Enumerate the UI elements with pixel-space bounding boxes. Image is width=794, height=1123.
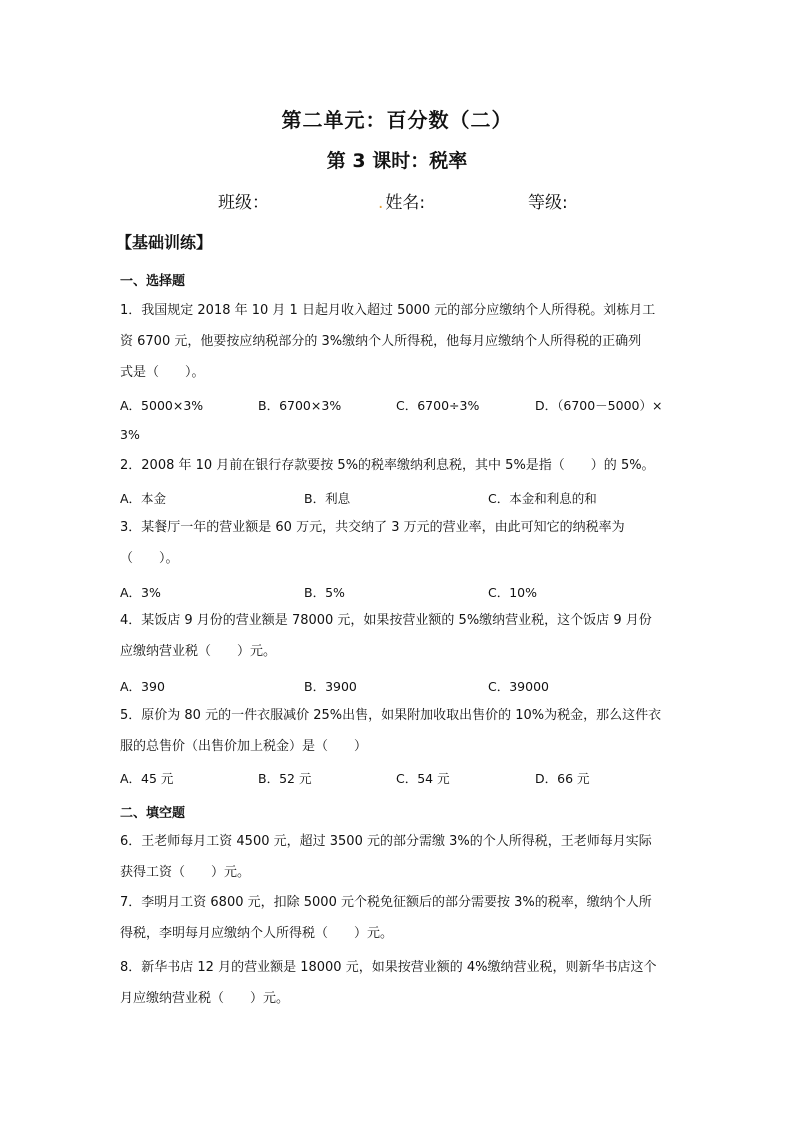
question-4	[120, 605, 680, 667]
name-label: 姓名:	[385, 193, 426, 213]
question-line: 资 6700 元，他要按应纳税部分的 3%缴纳个人所得税，他每月应缴纳个人所得税的正确列	[120, 334, 642, 349]
question-line: 应缴纳营业税（ ）元。	[120, 644, 277, 659]
question-5-options	[120, 769, 690, 789]
question-line: 7．李明月工资 6800 元，扣除 5000 元个税免征额后的部分需要按 3%的税率，缴纳个人所	[120, 895, 652, 910]
option-c: C．54 元	[396, 771, 450, 786]
question-line: 式是（ ）。	[120, 365, 205, 380]
option-a: A．390	[120, 679, 165, 694]
question-line: 8．新华书店 12 月的营业额是 18000 元，如果按营业额的 4%缴纳营业税，则新华书店这个	[120, 960, 657, 975]
option-d: D．66 元	[535, 771, 590, 786]
option-a: A．5000×3%	[120, 398, 204, 413]
option-a: A．45 元	[120, 771, 174, 786]
question-1-options	[120, 396, 690, 416]
option-b: B．6700×3%	[258, 398, 342, 413]
name-field	[378, 188, 425, 213]
class-label: 班级：	[218, 193, 269, 213]
option-a: A．3%	[120, 585, 161, 600]
option-a: A．本金	[120, 491, 167, 506]
question-6	[120, 826, 680, 888]
question-7	[120, 887, 680, 949]
lesson-subtitle: 第 3 课时：税率	[326, 150, 468, 172]
option-d: D．（6700－5000）×	[535, 398, 663, 413]
part-choice-heading: 一、选择题	[120, 274, 186, 289]
question-line: 3．某餐厅一年的营业额是 60 万元，共交纳了 3 万元的营业率，由此可知它的纳税率为	[120, 520, 625, 535]
question-line: 6．王老师每月工资 4500 元，超过 3500 元的部分需缴 3%的个人所得税，王老师每月实际	[120, 834, 652, 849]
question-1-options-wrap	[120, 427, 690, 447]
question-line: 4．某饭店 9 月份的营业额是 78000 元，如果按营业额的 5%缴纳营业税，这个饭店 9 月份	[120, 613, 652, 628]
question-2-options	[120, 489, 690, 509]
question-line: （ ）。	[120, 551, 179, 566]
question-line: 5．原价为 80 元的一件衣服减价 25%出售，如果附加收取出售价的 10%为税金，那么这件衣	[120, 708, 662, 723]
question-line: 获得工资（ ）元。	[120, 865, 251, 880]
option-c: C．10%	[488, 585, 538, 600]
question-3	[120, 512, 680, 574]
part-fill-heading: 二、填空题	[120, 806, 186, 821]
option-b: B．利息	[304, 491, 351, 506]
question-line: 得税，李明每月应缴纳个人所得税（ ）元。	[120, 926, 394, 941]
question-4-options	[120, 677, 690, 697]
question-line: 2．2008 年 10 月前在银行存款要按 5%的税率缴纳利息税，其中 5%是指（ ）的 5%。	[120, 458, 655, 473]
option-c: C．39000	[488, 679, 549, 694]
question-2	[120, 450, 680, 481]
question-5	[120, 700, 680, 762]
question-1	[120, 295, 680, 388]
question-line: 月应缴纳营业税（ ）元。	[120, 991, 290, 1006]
question-8	[120, 952, 680, 1014]
option-b: B．52 元	[258, 771, 312, 786]
option-c: C．本金和利息的和	[488, 491, 597, 506]
grade-label: 等级:	[528, 193, 568, 213]
section-heading: 【基础训练】	[116, 233, 213, 252]
option-b: B．5%	[304, 585, 345, 600]
option-c: C．6700÷3%	[396, 398, 480, 413]
option-d-continued: 3%	[120, 427, 140, 442]
question-line: 服的总售价（出售价加上税金）是（ ）	[120, 739, 368, 754]
dot-mark: .	[378, 193, 384, 213]
question-line: 1．我国规定 2018 年 10 月 1 日起月收入超过 5000 元的部分应缴纳个人所得税。刘栋月工	[120, 303, 656, 318]
option-b: B．3900	[304, 679, 357, 694]
question-3-options	[120, 583, 690, 603]
page-title: 第二单元：百分数（二）	[281, 108, 513, 132]
